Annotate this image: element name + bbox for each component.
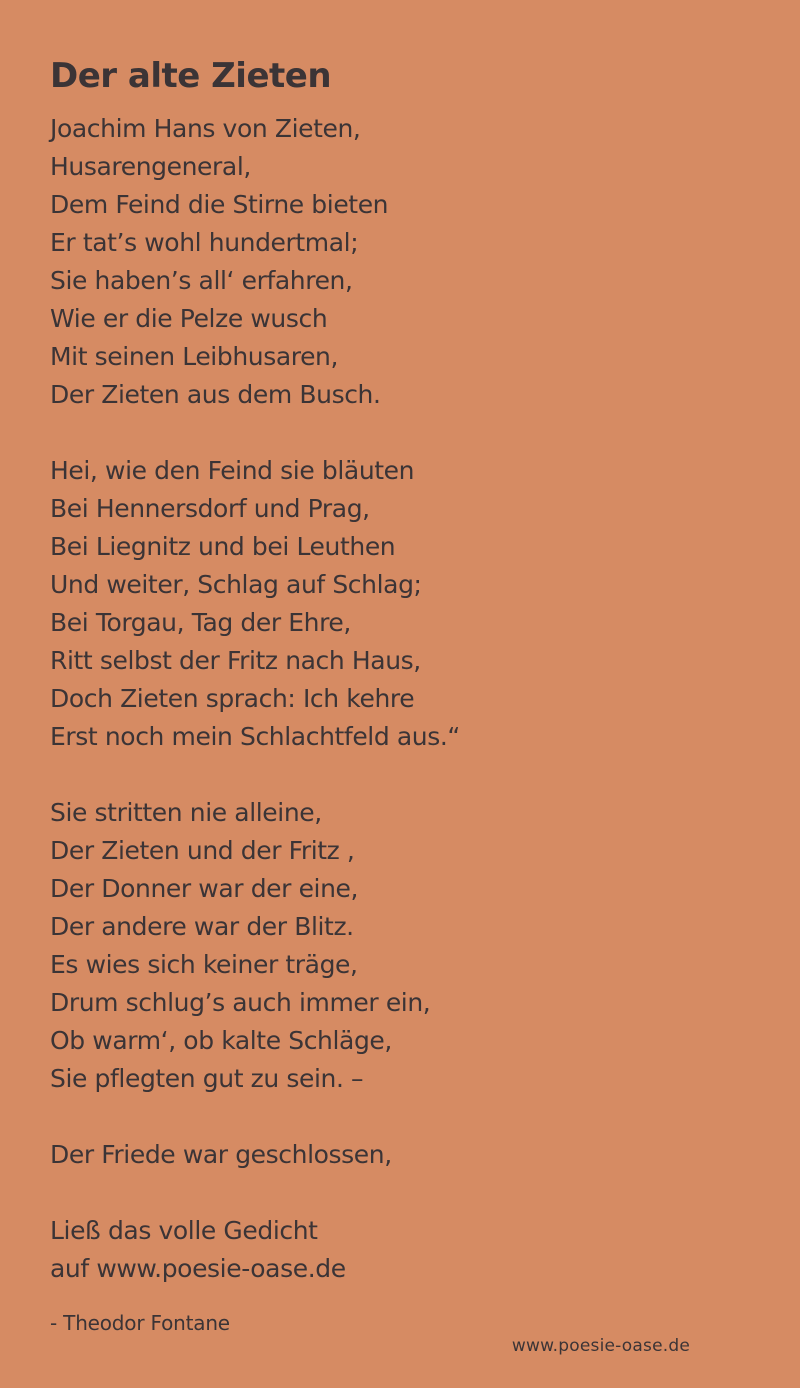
- poem-line: Bei Hennersdorf und Prag,: [50, 494, 370, 523]
- poem-line: Wie er die Pelze wusch: [50, 304, 328, 333]
- poem-line: Der Friede war geschlossen,: [50, 1140, 392, 1169]
- poem-line: Bei Liegnitz und bei Leuthen: [50, 532, 396, 561]
- poem-line: Ob warm‘, ob kalte Schläge,: [50, 1026, 392, 1055]
- poem-line: Er tat’s wohl hundertmal;: [50, 228, 359, 257]
- poem-body: [50, 110, 460, 1288]
- poem-line: Husarengeneral,: [50, 152, 251, 181]
- poem-line: Mit seinen Leibhusaren,: [50, 342, 339, 371]
- poem-line: Und weiter, Schlag auf Schlag;: [50, 570, 422, 599]
- poem-line: Der Zieten und der Fritz ,: [50, 836, 355, 865]
- author-name: - Theodor Fontane: [50, 1311, 230, 1335]
- website-watermark: www.poesie-oase.de: [511, 1336, 690, 1356]
- poem-line: Dem Feind die Stirne bieten: [50, 190, 389, 219]
- poem-line: Erst noch mein Schlachtfeld aus.“: [50, 722, 460, 751]
- stanza-break: [50, 1098, 460, 1136]
- poem-line: Joachim Hans von Zieten,: [50, 114, 361, 143]
- poem-line: Hei, wie den Feind sie bläuten: [50, 456, 415, 485]
- stanza-break: [50, 756, 460, 794]
- stanza-break: [50, 414, 460, 452]
- poem-line: Drum schlug’s auch immer ein,: [50, 988, 431, 1017]
- poem-line: Sie pflegten gut zu sein. –: [50, 1064, 364, 1093]
- poem-line: Ließ das volle Gedicht: [50, 1216, 318, 1245]
- poem-line: Der andere war der Blitz.: [50, 912, 354, 941]
- poem-line: Sie haben’s all‘ erfahren,: [50, 266, 353, 295]
- stanza-break: [50, 1174, 460, 1212]
- poem-line: Doch Zieten sprach: Ich kehre: [50, 684, 415, 713]
- poem-title: Der alte Zieten: [50, 56, 332, 96]
- poem-line: Der Donner war der eine,: [50, 874, 359, 903]
- poem-line: Bei Torgau, Tag der Ehre,: [50, 608, 351, 637]
- poem-line: Es wies sich keiner träge,: [50, 950, 358, 979]
- poem-line: Der Zieten aus dem Busch.: [50, 380, 381, 409]
- poem-line: Ritt selbst der Fritz nach Haus,: [50, 646, 421, 675]
- poem-line: auf www.poesie-oase.de: [50, 1254, 346, 1283]
- poem-line: Sie stritten nie alleine,: [50, 798, 322, 827]
